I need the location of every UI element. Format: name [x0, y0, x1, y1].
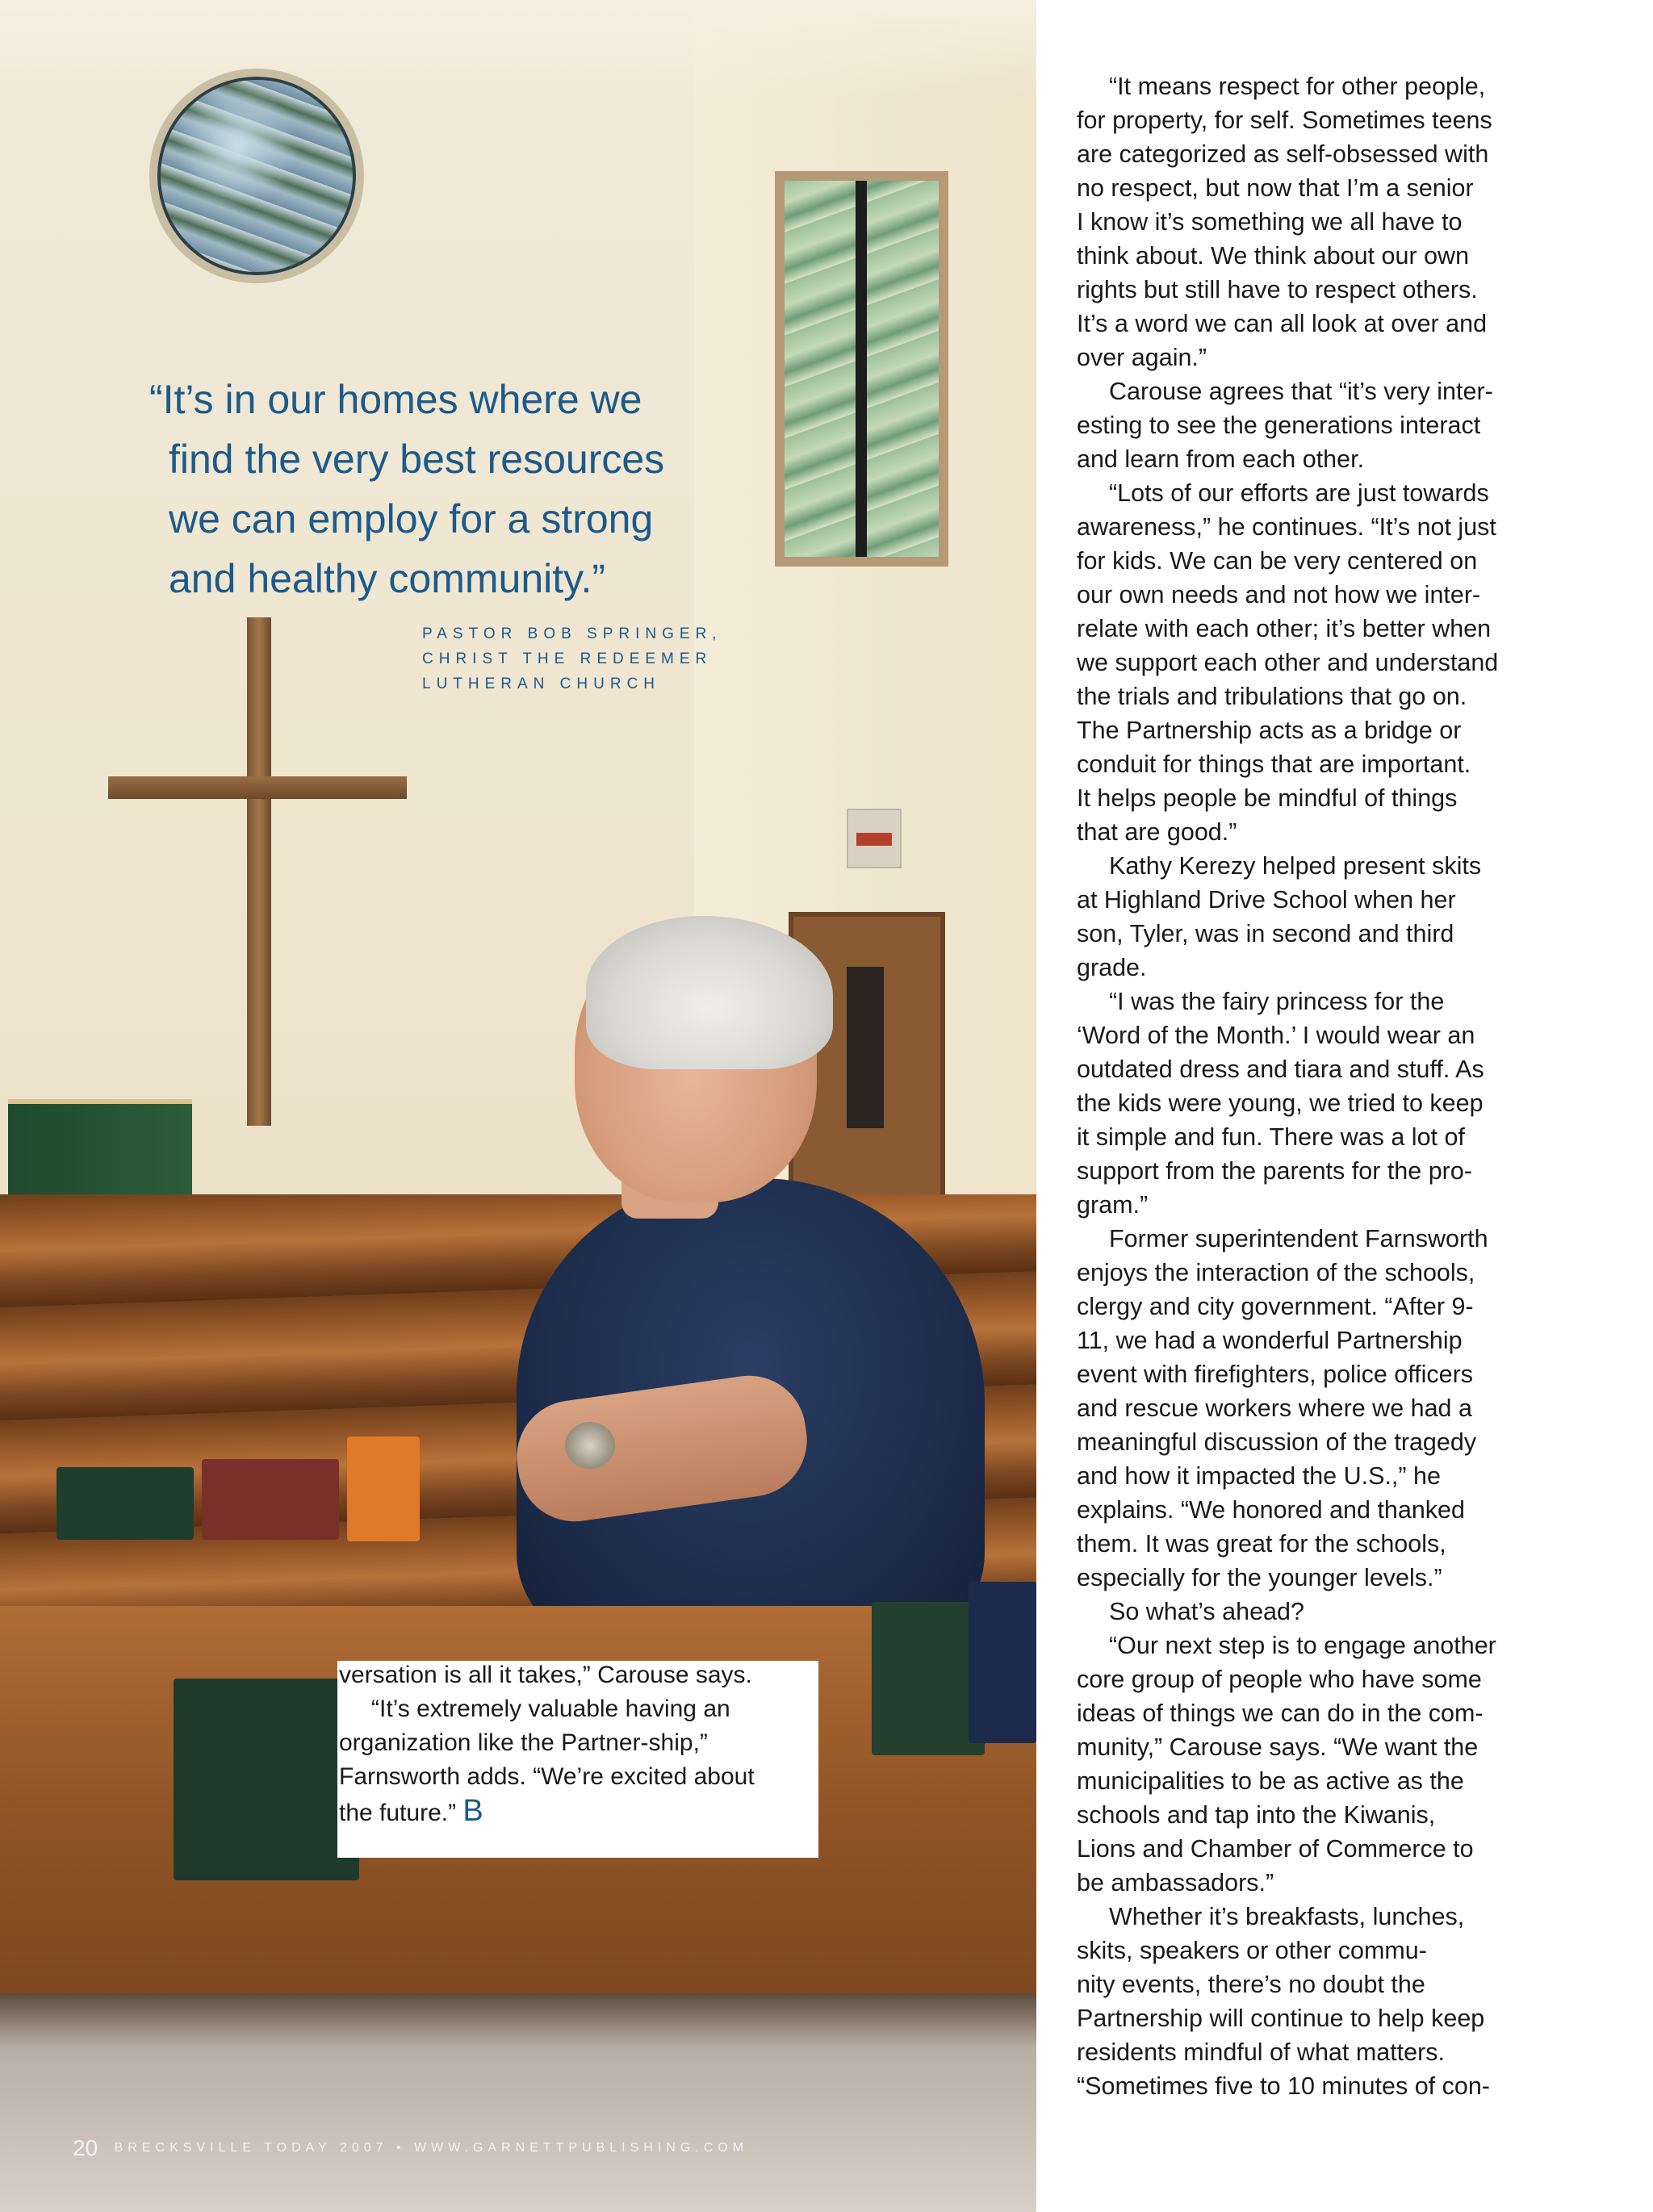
body-line: it simple and fun. There was a lot of — [1077, 1123, 1465, 1151]
body-line: awareness,” he continues. “It’s not just — [1077, 513, 1496, 541]
body-line: the future.” — [339, 1800, 457, 1826]
body-line: that are good.” — [1077, 818, 1237, 846]
hymnal-book — [872, 1602, 985, 1755]
tall-stained-glass-window — [775, 171, 948, 567]
window-mullion — [856, 181, 867, 557]
page-footer — [73, 2135, 748, 2161]
hymnal-book — [174, 1679, 359, 1880]
body-line: Farnsworth adds. “We’re excited about — [339, 1763, 755, 1790]
body-line: munity,” Carouse says. “We want the — [1077, 1733, 1479, 1761]
body-line: “I was the fairy princess for the — [1109, 988, 1445, 1015]
body-line: Carouse agrees that “it’s very inter- — [1109, 378, 1493, 405]
body-line: rights but still have to respect others. — [1077, 276, 1478, 303]
body-line: clergy and city government. “After 9- — [1077, 1293, 1474, 1320]
body-line: “It’s extremely valuable having an — [371, 1696, 730, 1722]
body-line: core group of people who have some — [1077, 1666, 1482, 1693]
body-line: the trials and tribulations that go on. — [1077, 683, 1467, 710]
body-line: them. It was great for the schools, — [1077, 1530, 1446, 1558]
body-line: support from the parents for the pro- — [1077, 1157, 1472, 1185]
body-line: are categorized as self-obsessed with — [1077, 140, 1489, 168]
body-line: skits, speakers or other commu- — [1077, 1937, 1427, 1964]
page-number: 20 — [73, 2135, 98, 2160]
pull-quote-line: and healthy community.” — [169, 556, 605, 601]
body-line: nity events, there’s no doubt the — [1077, 1971, 1425, 1998]
body-line: So what’s ahead? — [1109, 1598, 1304, 1625]
body-line: 11, we had a wonderful Partnership — [1077, 1327, 1463, 1354]
body-line: son, Tyler, was in second and third — [1077, 920, 1454, 947]
church-ceiling — [0, 0, 1036, 97]
article-ending-text — [339, 1658, 818, 1830]
body-line: enjoys the interaction of the schools, — [1077, 1259, 1475, 1286]
body-line: be ambassadors.” — [1077, 1869, 1274, 1896]
body-line: Former superintendent Farnsworth — [1109, 1225, 1488, 1252]
body-line: conduit for things that are important. — [1077, 751, 1471, 778]
body-line: municipalities to be as active as the — [1077, 1767, 1464, 1795]
hymnal-book — [202, 1459, 339, 1540]
end-of-story-mark: B — [462, 1794, 483, 1828]
attribution-line: LUTHERAN CHURCH — [422, 675, 661, 692]
hymnal-book — [347, 1436, 420, 1541]
body-line: “It means respect for other people, — [1109, 73, 1486, 100]
hymnal-book — [56, 1467, 194, 1540]
attribution-line: PASTOR BOB SPRINGER, — [422, 625, 722, 642]
body-line: schools and tap into the Kiwanis, — [1077, 1801, 1436, 1829]
pull-quote-line: “It’s in our homes where we — [149, 377, 642, 422]
attribution-line: CHRIST THE REDEEMER — [422, 650, 713, 667]
body-line: ideas of things we can do in the com- — [1077, 1700, 1484, 1727]
exit-sign — [847, 809, 902, 868]
body-line: Partnership will continue to help keep — [1077, 2005, 1485, 2032]
body-line: and rescue workers where we had a — [1077, 1395, 1472, 1422]
body-line: event with firefighters, police officers — [1077, 1361, 1474, 1388]
round-stained-glass-window — [149, 69, 364, 283]
body-line: Whether it’s breakfasts, lunches, — [1109, 1903, 1465, 1930]
body-line: for property, for self. Sometimes teens — [1077, 107, 1492, 134]
body-line: over again.” — [1077, 344, 1207, 371]
body-line: I know it’s something we all have to — [1077, 208, 1463, 236]
body-line: explains. “We honored and thanked — [1077, 1496, 1465, 1524]
body-line: we support each other and understand — [1077, 649, 1499, 676]
pull-quote-attribution — [422, 621, 745, 696]
body-line: think about. We think about our own — [1077, 242, 1470, 270]
body-line: “Our next step is to engage another — [1109, 1632, 1496, 1659]
body-line: “Sometimes five to 10 minutes of con- — [1077, 2072, 1490, 2100]
body-line: especially for the younger levels.” — [1077, 1564, 1442, 1591]
body-line: esting to see the generations interact — [1077, 412, 1481, 439]
wooden-cross-horizontal — [108, 776, 407, 799]
wristwatch — [565, 1422, 615, 1469]
body-line: It’s a word we can all look at over and — [1077, 310, 1488, 337]
body-line: and learn from each other. — [1077, 445, 1365, 473]
pull-quote-line: we can employ for a strong — [169, 496, 654, 542]
body-line: relate with each other; it’s better when — [1077, 615, 1492, 642]
running-footer: BRECKSVILLE TODAY 2007 • WWW.GARNETTPUBLISHING.COM — [114, 2141, 749, 2155]
body-line: gram.” — [1077, 1191, 1149, 1219]
body-line: residents mindful of what matters. — [1077, 2038, 1445, 2066]
body-line: for kids. We can be very centered on — [1077, 547, 1478, 575]
pull-quote — [149, 370, 747, 608]
body-line: grade. — [1077, 954, 1147, 981]
body-line: our own needs and not how we inter- — [1077, 581, 1481, 608]
body-line: “Lots of our efforts are just towards — [1109, 479, 1489, 507]
wooden-cross-vertical — [247, 617, 271, 1126]
church-floor — [0, 1993, 1036, 2212]
body-line: and how it impacted the U.S.,” he — [1077, 1462, 1441, 1490]
body-line: It helps people be mindful of things — [1077, 784, 1458, 812]
body-line: Lions and Chamber of Commerce to — [1077, 1835, 1474, 1863]
pull-quote-line: find the very best resources — [169, 437, 665, 482]
body-line: The Partnership acts as a bridge or — [1077, 717, 1462, 744]
body-line: the kids were young, we tried to keep — [1077, 1089, 1484, 1117]
body-line: meaningful discussion of the tragedy — [1077, 1428, 1477, 1456]
article-column — [1077, 69, 1642, 2103]
body-line: Kathy Kerezy helped present skits — [1109, 852, 1482, 880]
body-line: organization like the Partner-ship,” — [339, 1729, 708, 1756]
body-line: ‘Word of the Month.’ I would wear an — [1077, 1022, 1475, 1049]
hymnal-book — [969, 1582, 1036, 1743]
body-line: versation is all it takes,” Carouse says. — [339, 1662, 752, 1688]
body-line: no respect, but now that I’m a senior — [1077, 174, 1474, 202]
body-line: outdated dress and tiara and stuff. As — [1077, 1056, 1484, 1083]
body-line: at Highland Drive School when her — [1077, 886, 1456, 914]
